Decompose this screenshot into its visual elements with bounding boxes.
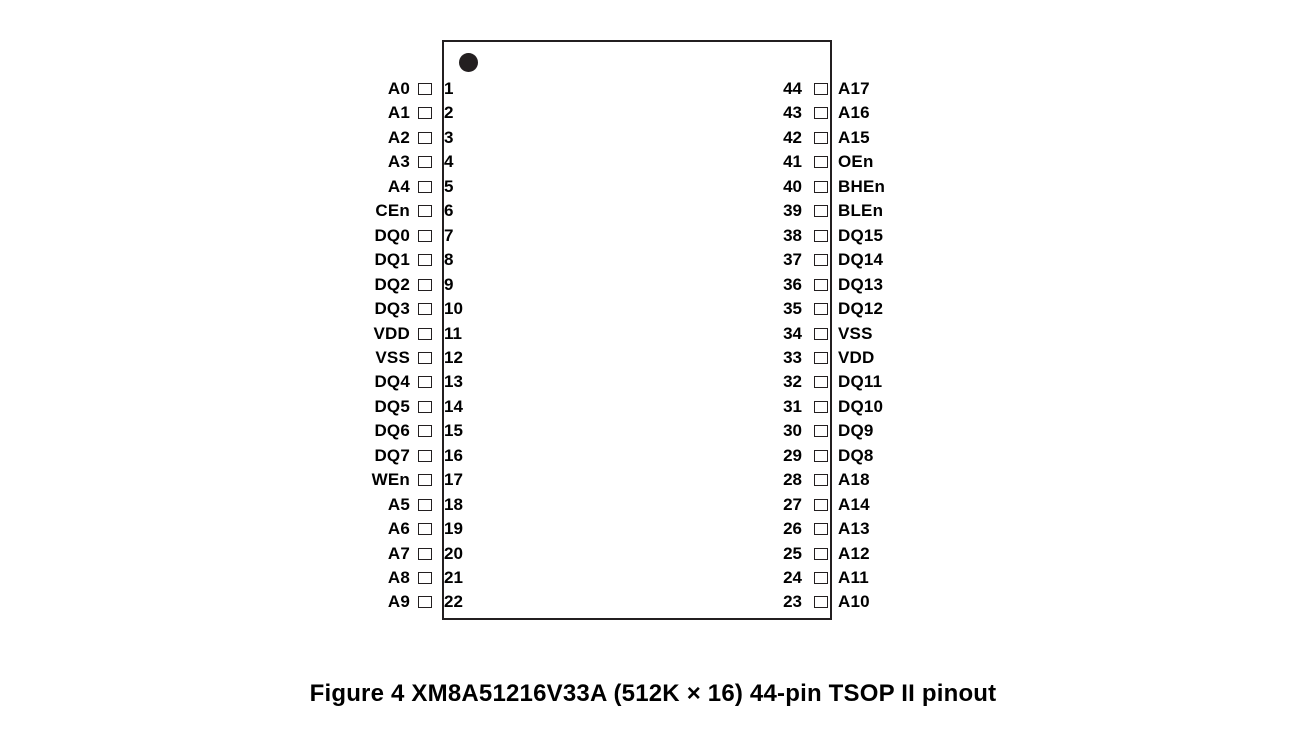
pin-number-label: 29 [783,445,802,465]
pin-signal-label: A0 [387,79,410,98]
pin-pad-icon [814,450,828,462]
pin-row [300,542,520,566]
pin-signal-label: DQ5 [374,396,410,416]
pin-signal-label: DQ9 [838,421,874,441]
pin-number-label: 12 [444,347,463,367]
pin-row [740,542,970,566]
pin-pad-icon [418,254,432,266]
pin-row [300,150,520,174]
pin-pad-icon [418,230,432,242]
pin-signal-label: A14 [838,494,870,514]
pin-number-label: 14 [444,396,463,416]
pin-number-label: 9 [444,274,454,294]
pin-row [740,224,970,248]
pin-pad-icon [418,401,432,413]
pin-number-label: 27 [783,494,802,514]
pin-pad-icon [418,474,432,486]
pin-signal-label: DQ10 [838,396,884,416]
pin-row [300,126,520,150]
pin-signal-label: A3 [387,152,410,172]
pin-pad-icon [418,499,432,511]
pin-signal-label: BLEn [838,201,884,221]
pin-pad-icon [814,254,828,266]
pin-row [740,346,970,370]
pin-number-label: 39 [783,201,802,221]
pin-signal-label: A6 [387,519,410,539]
pin-pad-icon [814,107,828,119]
pin-row [740,175,970,199]
pin-signal-label: DQ1 [374,250,410,270]
pin-number-label: 43 [783,103,802,123]
pin-signal-label: VDD [373,323,410,343]
pin-row [300,590,520,614]
pin-row [740,77,970,101]
pin-number-label: 34 [783,323,802,343]
pin-row [300,444,520,468]
pin-row [740,101,970,125]
pin-pad-icon [418,425,432,437]
pin-pad-icon [418,205,432,217]
pin-signal-label: VSS [838,323,873,343]
pin-number-label: 31 [783,396,802,416]
pin-pad-icon [418,303,432,315]
pin-row [300,395,520,419]
pin-row [740,444,970,468]
pin-number-label: 19 [444,519,463,539]
pin-signal-label: CEn [375,201,410,221]
pin-signal-label: DQ2 [374,274,410,294]
pin-number-label: 26 [783,519,802,539]
pin-signal-label: DQ13 [838,274,884,294]
pin-row [300,248,520,272]
pin-number-label: 24 [783,568,802,587]
pin-pad-icon [814,328,828,340]
pin-row [300,468,520,492]
pin-signal-label: BHEn [838,176,886,196]
pin-row [300,297,520,321]
pin-signal-label: A17 [838,79,870,98]
pin-signal-label: A7 [387,543,410,563]
pin-row [740,370,970,394]
figure-caption: Figure 4 XM8A51216V33A (512K × 16) 44-pin TSOP II pinout [309,680,997,707]
pin-pad-icon [814,401,828,413]
pin-number-label: 3 [444,127,454,147]
pin-row [740,322,970,346]
pin-row [300,77,520,101]
pin-pad-icon [814,132,828,144]
pin-pad-icon [418,450,432,462]
pin-number-label: 25 [783,543,802,563]
pin-pad-icon [418,352,432,364]
pin-row [740,517,970,541]
pin-signal-label: A13 [838,519,870,539]
pin-row [740,150,970,174]
pin-signal-label: A1 [387,103,410,123]
pin-signal-label: A18 [838,470,870,490]
pin-row [300,346,520,370]
pin-row [300,370,520,394]
pin-pad-icon [814,352,828,364]
pin-number-label: 13 [444,372,463,392]
pin-pad-icon [418,181,432,193]
pin-row [300,224,520,248]
pin-pad-icon [814,303,828,315]
pin-row [300,101,520,125]
pin-row [300,517,520,541]
pin-pad-icon [814,156,828,168]
pin-pad-icon [814,474,828,486]
pin-pad-icon [418,596,432,608]
pin-row [740,126,970,150]
pin-number-label: 36 [783,274,802,294]
pin-signal-label: VSS [375,347,410,367]
pin-pad-icon [814,181,828,193]
pin-number-label: 37 [783,250,802,270]
pin-signal-label: A8 [387,568,410,587]
pin-pad-icon [814,499,828,511]
pin-row [740,297,970,321]
pin-row [300,419,520,443]
pin-row [740,273,970,297]
pin-row [740,419,970,443]
pin-signal-label: WEn [371,470,410,490]
pin-signal-label: DQ15 [838,225,884,245]
pin-signal-label: A2 [387,127,410,147]
pin-number-label: 10 [444,299,463,319]
pin-signal-label: DQ0 [374,225,410,245]
pin-row [740,493,970,517]
pin-pad-icon [418,83,432,95]
pin-number-label: 40 [783,176,802,196]
pin-number-label: 6 [444,201,454,221]
pin-pad-icon [814,83,828,95]
pin-signal-label: DQ8 [838,445,874,465]
pin-pad-icon [814,572,828,584]
pin-number-label: 7 [444,225,454,245]
pin-pad-icon [814,279,828,291]
pin-signal-label: A10 [838,592,870,612]
pin-number-label: 1 [444,79,454,98]
pin-row [740,248,970,272]
pin-number-label: 28 [783,470,802,490]
pin-signal-label: A11 [838,568,869,587]
pin-number-label: 17 [444,470,463,490]
pin-pad-icon [418,279,432,291]
pin-number-label: 38 [783,225,802,245]
pin-number-label: 4 [444,152,454,172]
pin-number-label: 44 [783,79,802,98]
pin-pad-icon [418,376,432,388]
pin-signal-label: A9 [387,592,410,612]
pin-number-label: 21 [444,568,463,587]
pin-pad-icon [418,572,432,584]
pin-signal-label: A12 [838,543,870,563]
pin-signal-label: DQ11 [838,372,883,392]
pin-signal-label: A5 [387,494,410,514]
pin-pad-icon [814,425,828,437]
pin-number-label: 23 [783,592,802,612]
pin-row [300,175,520,199]
pin-row [300,493,520,517]
pin-number-label: 22 [444,592,463,612]
pin-pad-icon [418,107,432,119]
pin-number-label: 16 [444,445,463,465]
pin-signal-label: DQ12 [838,299,884,319]
pin-row [300,199,520,223]
pin-row [740,566,970,590]
pin-number-label: 5 [444,176,454,196]
pin-signal-label: A15 [838,127,870,147]
pin-signal-label: OEn [838,152,874,172]
pin-row [740,199,970,223]
pin-1-marker-dot [459,53,478,72]
pin-pad-icon [418,156,432,168]
pin-signal-label: A16 [838,103,870,123]
pin-signal-label: DQ7 [374,445,410,465]
pin-signal-label: DQ14 [838,250,884,270]
pin-number-label: 20 [444,543,463,563]
pin-pad-icon [814,523,828,535]
pin-number-label: 2 [444,103,454,123]
pin-number-label: 42 [783,127,802,147]
pin-number-label: 15 [444,421,463,441]
pin-signal-label: A4 [387,176,410,196]
pin-signal-label: VDD [838,347,875,367]
pin-pad-icon [814,548,828,560]
pin-signal-label: DQ6 [374,421,410,441]
pin-row [300,273,520,297]
pin-pad-icon [418,548,432,560]
pin-row [740,590,970,614]
pin-signal-label: DQ4 [374,372,410,392]
pin-pad-icon [814,230,828,242]
pin-number-label: 11 [444,323,462,343]
pin-number-label: 41 [783,152,802,172]
pin-pad-icon [814,376,828,388]
pin-number-label: 30 [783,421,802,441]
pin-pad-icon [418,132,432,144]
pin-number-label: 18 [444,494,463,514]
pin-pad-icon [418,328,432,340]
pin-number-label: 33 [783,347,802,367]
pin-number-label: 32 [783,372,802,392]
pin-row [740,468,970,492]
pin-pad-icon [814,205,828,217]
pin-row [740,395,970,419]
pin-row [300,322,520,346]
pin-number-label: 35 [783,299,802,319]
pin-pad-icon [814,596,828,608]
pin-number-label: 8 [444,250,454,270]
pin-signal-label: DQ3 [374,299,410,319]
pin-row [300,566,520,590]
pin-pad-icon [418,523,432,535]
